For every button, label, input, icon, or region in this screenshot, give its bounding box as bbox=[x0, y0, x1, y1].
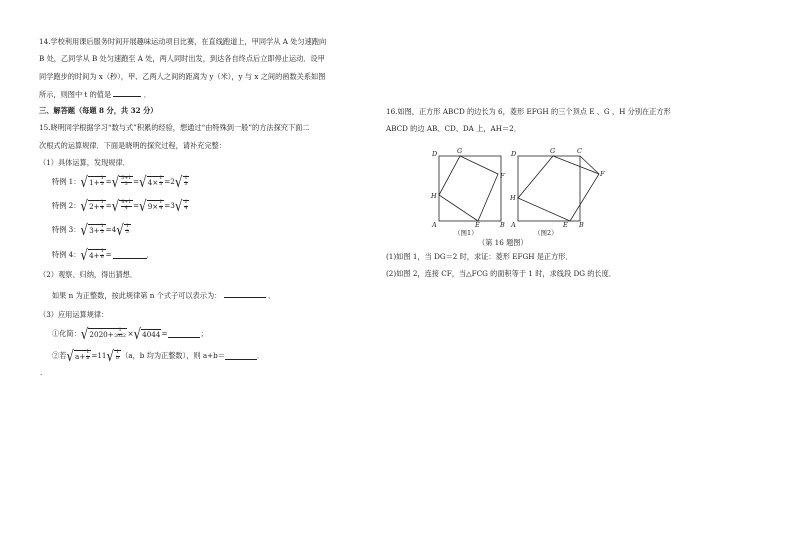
radical: √ 3 + 1 5 bbox=[80, 221, 104, 239]
label-H: H bbox=[431, 192, 437, 200]
q16-line1: 16.如图，正方形 ABCD 的边长为 6，菱形 EFGH 的三个顶点 E 、G 、H 分别在正方形 bbox=[386, 107, 671, 116]
app2-end: ． bbox=[256, 350, 265, 360]
radical: √ 4044 bbox=[133, 325, 161, 343]
radical: √ 4 + 1 6 bbox=[80, 246, 104, 264]
app1-answer-blank[interactable] bbox=[168, 330, 200, 338]
app2-label: ②若 bbox=[52, 350, 67, 360]
app1-label: ①化简： bbox=[52, 328, 81, 338]
q15-guess bbox=[52, 290, 275, 300]
q14-line4-end: ． bbox=[143, 90, 151, 99]
example-3-label: 特例 3： bbox=[52, 224, 81, 234]
radical: √ 2 + 1 4 bbox=[80, 197, 104, 215]
label-A: A bbox=[432, 221, 437, 229]
q15-application-2: ②若 √ a + 1 b = 11 √ 1 b （a，b 均为正整数），则 a+b＝ ． bbox=[52, 347, 265, 365]
label-E: E bbox=[475, 221, 480, 229]
figure-2 bbox=[508, 146, 608, 236]
radical: √ 1 + 1 3 bbox=[80, 173, 104, 191]
example-4-label: 特例 4： bbox=[52, 249, 81, 259]
q15-line2: 次根式的运算规律．下面是晓明的探究过程，请补充完整： bbox=[39, 141, 226, 150]
guess-end: ． bbox=[267, 291, 276, 300]
label-C: C bbox=[577, 147, 582, 155]
q14-line3: 同学跑步的时间为 x（秒），甲、乙两人之间的距离为 y（米），y 与 x 之间的函数关系如图 bbox=[39, 72, 326, 81]
radical: √ 3+1 3 bbox=[111, 173, 132, 191]
q16-figure-caption: （第 16 题图） bbox=[478, 238, 528, 247]
radical: √ 9 × 1 4 bbox=[139, 197, 163, 215]
q14-line4-text: 所示，则图中 t 的值是 bbox=[39, 90, 112, 99]
q15-example-1: 特例 1： √ 1 + 1 3 = √ 3+1 3 = √ 4 × 1 3 = 2 √ 1 3 bbox=[52, 173, 188, 191]
label-E: E bbox=[563, 221, 568, 229]
q16-part2: (2)如图 2，连接 CF，当△FCG 的面积等于 1 时，求线段 DG 的长度． bbox=[386, 269, 617, 278]
example-2-label: 特例 2： bbox=[52, 200, 81, 210]
figure-1-caption: （图1） bbox=[454, 229, 478, 236]
radical: √ 1 b bbox=[106, 347, 120, 365]
radical: √ 1 4 bbox=[174, 197, 188, 215]
label-B: B bbox=[500, 221, 505, 229]
app2-answer-blank[interactable] bbox=[225, 352, 257, 360]
example-1-label: 特例 1： bbox=[52, 176, 81, 186]
q15-example-2: 特例 2： √ 2 + 1 4 = √ 8+1 4 = √ 9 × 1 4 = 3 √ 1 4 bbox=[52, 197, 188, 215]
radical: √ a + 1 b bbox=[66, 347, 90, 365]
radical: √ 2020 + 1 2022 bbox=[80, 325, 126, 343]
q14-answer-blank[interactable] bbox=[113, 89, 141, 97]
q15-application-1: ①化简： √ 2020 + 1 2022 × √ 4044 = ； bbox=[52, 325, 208, 343]
q15-part1: （1）具体运算，发现规律． bbox=[39, 158, 130, 167]
q14-line2: B 处，乙同学从 B 处匀速跑至 A 处，两人同时出发，到达各自终点后立即停止运动．设甲 bbox=[39, 54, 325, 63]
label-G: G bbox=[550, 147, 556, 155]
app2-mid: （a，b 均为正整数），则 a+b＝ bbox=[121, 350, 225, 360]
label-A: A bbox=[511, 221, 516, 229]
label-D: D bbox=[511, 150, 517, 158]
q14-line4 bbox=[39, 89, 151, 99]
q15-part3: （3）应用运算规律： bbox=[39, 310, 109, 319]
q16-line2: ABCD 的边 AB、CD、DA 上，AH＝2． bbox=[386, 124, 521, 133]
label-G: G bbox=[457, 147, 463, 155]
label-H: H bbox=[510, 194, 516, 202]
stray-dot: . bbox=[40, 368, 43, 377]
figure-1 bbox=[428, 146, 508, 236]
q15-example-3: 特例 3： √ 3 + 1 5 = 4 √ 1 5 bbox=[52, 221, 129, 239]
example-4-answer-blank[interactable] bbox=[113, 251, 147, 259]
label-F: F bbox=[600, 170, 605, 178]
figure-2-caption: （图2） bbox=[534, 229, 558, 236]
label-F: F bbox=[500, 172, 505, 180]
radical: √ 8+1 4 bbox=[111, 197, 132, 215]
q15-example-4: 特例 4： √ 4 + 1 6 = ． bbox=[52, 246, 154, 264]
q15-line1: 15.晓明同学根据学习“数与式”积累的经验，想通过“由特殊到一般”的方法探究下面二 bbox=[39, 123, 310, 132]
radical: √ 1 5 bbox=[116, 221, 129, 239]
section3-heading: 三、解答题（每题 8 分，共 32 分） bbox=[39, 106, 158, 115]
radical: √ 1 3 bbox=[174, 173, 188, 191]
guess-text: 如果 n 为正整数，按此规律第 n 个式子可以表示为： bbox=[52, 291, 222, 300]
q15-part2: （2）观察、归纳，得出猜想． bbox=[39, 270, 138, 279]
q14-line1: 14.学校利用课后服务时间开展趣味运动项目比赛，在直线跑道上，甲同学从 A 处匀速跑向 bbox=[39, 37, 327, 46]
label-D: D bbox=[432, 150, 438, 158]
q16-part1: (1)如图 1，当 DG＝2 时，求证：菱形 EFGH 是正方形． bbox=[386, 252, 573, 261]
label-B: B bbox=[579, 221, 584, 229]
radical: √ 4 × 1 3 bbox=[139, 173, 163, 191]
guess-answer-blank[interactable] bbox=[224, 290, 266, 298]
